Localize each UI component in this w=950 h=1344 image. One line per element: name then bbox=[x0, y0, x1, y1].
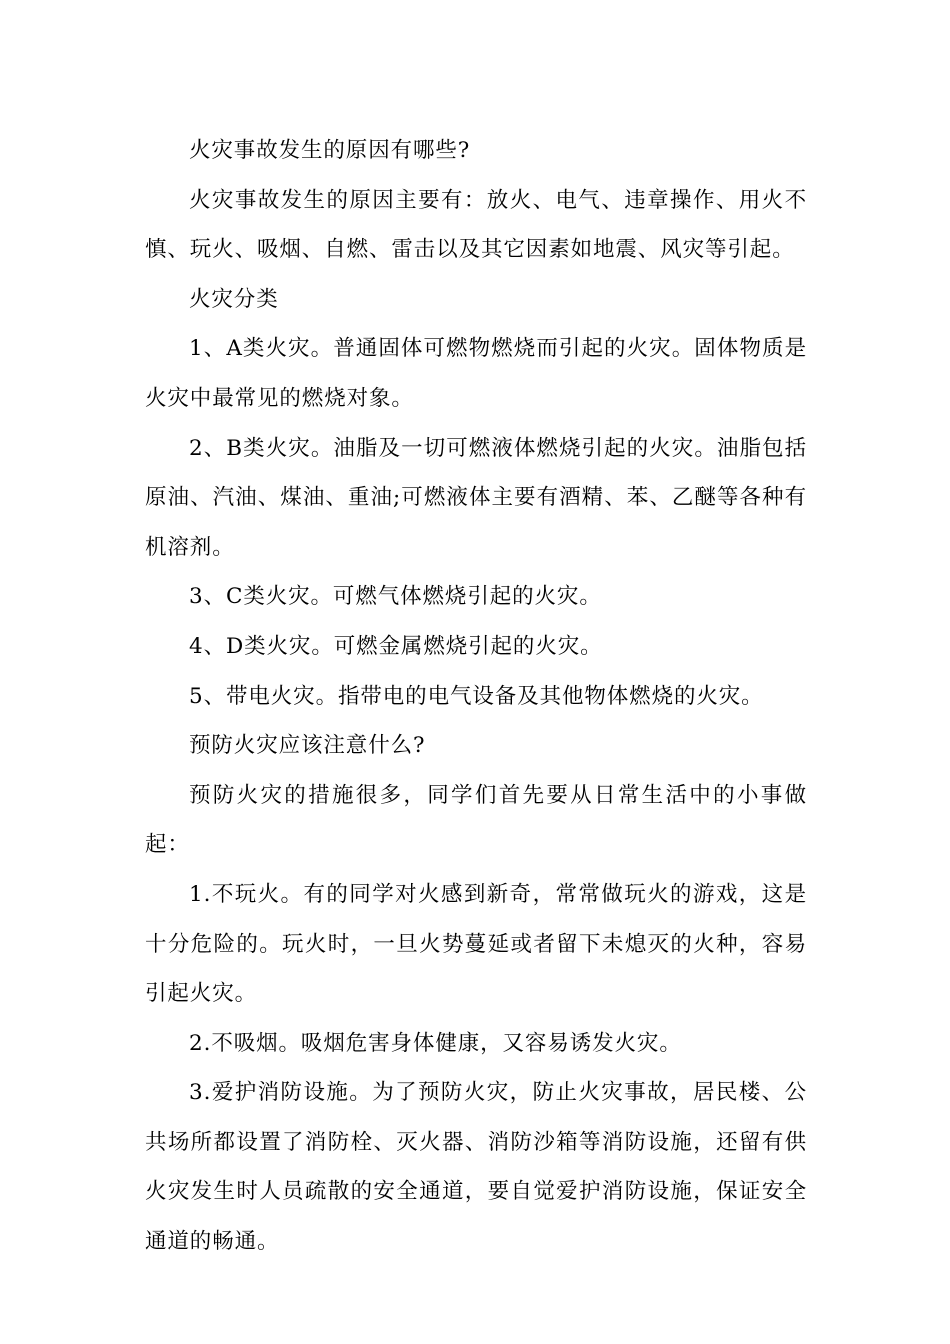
document-page bbox=[145, 126, 807, 1267]
prevention-intro: 预防火灾的措施很多，同学们首先要从日常生活中的小事做起： bbox=[145, 782, 807, 858]
question-fire-prevention: 预防火灾应该注意什么? bbox=[189, 733, 426, 759]
class-d-fire: 4、D类火灾。可燃金属燃烧引起的火灾。 bbox=[189, 633, 603, 659]
prevention-item-no-playing-fire: 1.不玩火。有的同学对火感到新奇，常常做玩火的游戏，这是十分危险的。玩火时，一旦火势蔓延或者留下未熄灭的火种，容易引起火灾。 bbox=[145, 881, 807, 1007]
question-fire-causes: 火灾事故发生的原因有哪些? bbox=[189, 138, 471, 163]
electrical-fire: 5、带电火灾。指带电的电气设备及其他物体燃烧的火灾。 bbox=[189, 683, 764, 709]
prevention-item-no-smoking: 2.不吸烟。吸烟危害身体健康，又容易诱发火灾。 bbox=[189, 1030, 682, 1056]
class-b-fire: 2、B类火灾。油脂及一切可燃液体燃烧引起的火灾。油脂包括原油、汽油、煤油、重油;可燃液体主要有酒精、苯、乙醚等各种有机溶剂。 bbox=[145, 435, 807, 560]
prevention-item-protect-facilities: 3.爱护消防设施。为了预防火灾，防止火灾事故，居民楼、公共场所都设置了消防栓、灭火器、消防沙箱等消防设施，还留有供火灾发生时人员疏散的安全通道，要自觉爱护消防设施，保证安全通道的畅通。 bbox=[145, 1080, 807, 1255]
class-c-fire: 3、C类火灾。可燃气体燃烧引起的火灾。 bbox=[189, 584, 602, 610]
heading-fire-classification: 火灾分类 bbox=[189, 286, 279, 312]
answer-fire-causes: 火灾事故发生的原因主要有：放火、电气、违章操作、用火不慎、玩火、吸烟、自燃、雷击以及其它因素如地震、风灾等引起。 bbox=[145, 187, 807, 263]
class-a-fire: 1、A类火灾。普通固体可燃物燃烧而引起的火灾。固体物质是火灾中最常见的燃烧对象。 bbox=[145, 336, 807, 411]
